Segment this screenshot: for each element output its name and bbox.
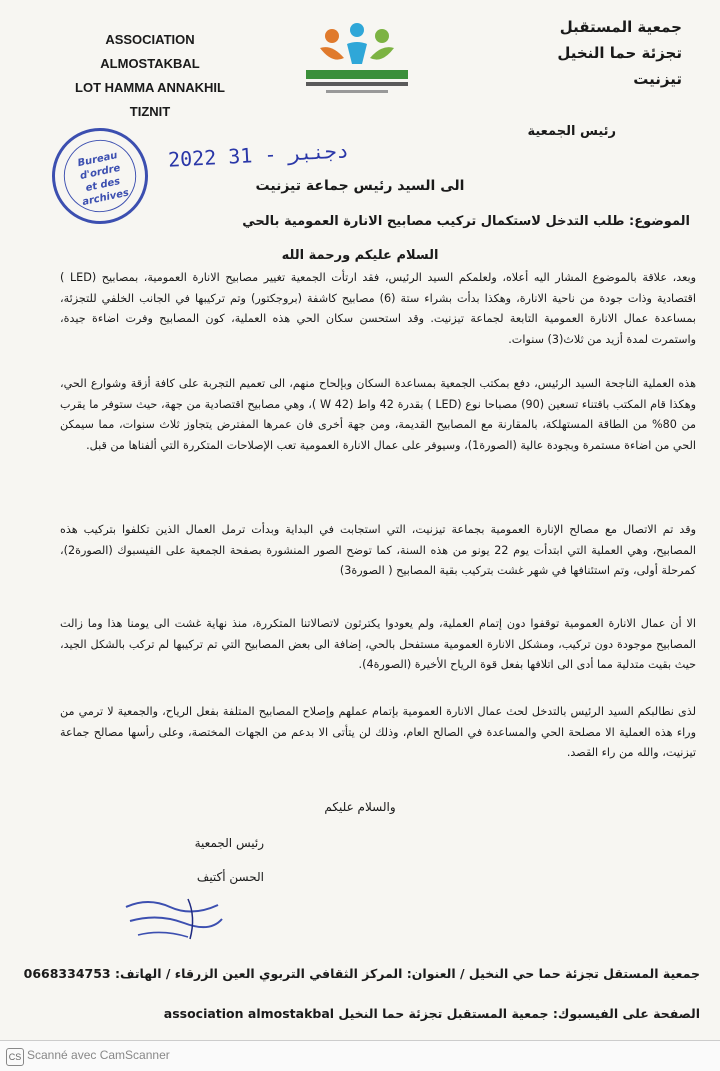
header-left-line: TIZNIT — [129, 104, 171, 119]
header-right-arabic — [482, 14, 682, 92]
letter-paragraph: لذى نطالبكم السيد الرئيس بالتدخل لحث عمال الانارة العمومية بإتمام عملهم وإصلاح المصابيح المتلفة بفعل الرياح، والجمعية لا ترمي من وراء هذه العملية الا مصلحة الحي والمساعدة في الصالح العام، وذلك لن يتأتى الا بدعم من الجهات المختصة، وعلى رأسها مصالح جماعة تيزنيت، والله من راء القصد. — [60, 705, 696, 759]
header-left-french — [60, 28, 240, 124]
header-right-line: تيزنيت — [633, 70, 682, 88]
footer-address-line: جمعية المستقل تجزئة حما حي النخيل / العنوان: المركز الثقافي التربوي العين الزرقاء / الهاتف: 0668334753 — [23, 966, 700, 981]
letter-subject: الموضوع: طلب التدخل لاستكمال تركيب مصابيح الانارة العمومية بالحي — [242, 214, 690, 229]
handwritten-date: 2022 دجنبر - 31 — [167, 138, 350, 172]
letter-from: رئيس الجمعية — [527, 124, 616, 139]
header-left-line: ASSOCIATION — [105, 32, 195, 47]
association-logo — [292, 18, 422, 104]
letter-paragraph: هذه العملية الناجحة السيد الرئيس، دفع بمكتب الجمعية بمساعدة السكان وبإلحاح منهم، الى تعميم التجربة على كافة أزقة وشوارع الحي، وهكذا قام المكتب باقتناء تسعين (90) مصباحا نوع (LED ) بقدرة 42 واط (W 42 )، وهي مصابيح اقتصادية من جهة، حيث ستوفر ما يقرب من 80% من الطاقة المستهلكة، بالمقارنة مع المصابيح القديمة، ومن جهة أخرى فان عمرها المفترض يتجاوز ثلاث سنوات، مما سيمكن الحي من اضاءة مستمرة وبجودة عالية (الصورة1)، وسيوفر على عمال الانارة العمومية تعب الإصلاحات المتكررة التي ألفناها من قبل. — [60, 377, 696, 452]
letter-paragraph: وقد تم الاتصال مع مصالح الإنارة العمومية بجماعة تيزنيت، التي استجابت في البداية وبدأت ترمل العمال الذين تكلفوا بتركيب هذه المصابيح، وهي العملية التي ابتدأت يوم 22 يونو من هذه السنة، كما توضح الصور المنشورة بصفحة الجمعية على الفيسبوك (الصورة2)، كمرحلة أولى، وتم استئنافها في شهر غشت بتركيب بقية المصابيح ( الصورة3) — [60, 523, 696, 577]
header-right-line: تجزئة حما النخيل — [557, 44, 682, 62]
camscanner-icon: CS — [6, 1048, 24, 1066]
signature-title: رئيس الجمعية — [194, 836, 264, 850]
letter-closing: والسلام عليكم — [324, 800, 396, 814]
camscanner-text: Scanné avec CamScanner — [27, 1048, 170, 1062]
header-left-line: LOT HAMMA ANNAKHIL — [75, 80, 225, 95]
footer-facebook-line: الصفحة على الفيسبوك: جمعية المستقبل تجزئة حما النخيل association almostakbal — [163, 1006, 700, 1021]
stamp-center-text: Bureau d'ordre et des archives — [76, 150, 130, 209]
header-right-line: جمعية المستقبل — [559, 18, 682, 36]
signature-stamp — [118, 893, 228, 945]
letter-paragraph: وبعد، علاقة بالموضوع المشار اليه أعلاه، ولعلمكم السيد الرئيس، فقد ارتأت الجمعية تغيير مصابيح الانارة العمومية، بمصابيح (LED ) اقتصادية وذات جودة من ناحية الانارة، وهكذا بدأت بشراء ستة (6) مصابيح كاشفة (بروجكتور) وتم تركيبها في الجانب الخلفي للتجزئة، بمساعدة عمال الانارة العمومية التابعة لجماعة تيزنيت. وقد استحسن سكان الحي هذه العملية، كون المصابيح وفرت اضاءة جيدة، واستمرت لمدة أزيد من ثلاث(3) سنوات. — [60, 271, 697, 346]
letter-recipient: الى السيد رئيس جماعة تيزنيت — [255, 178, 465, 194]
header-left-line: ALMOSTAKBAL — [100, 56, 200, 71]
letter-paragraph: الا أن عمال الانارة العمومية توقفوا دون إتمام العملية، ولم يعودوا يكترثون لاتصالاتنا المتكررة، منذ نهاية غشت الى يومنا هذا وما زالت المصابيح موجودة دون تركيب، ومشكل الانارة العمومية مستفحل بالحي، إضافة الى بعض المصابيح التي تم تركيبها لم تركب بالشكل الجيد، حيث بقيت متدلية مما أدى الى اتلافها بفعل قوة الرياح الأخيرة (الصورة4). — [60, 617, 696, 671]
signature-name: الحسن أكتيف — [196, 870, 264, 884]
letter-greeting: السلام عليكم ورحمة الله — [281, 248, 439, 263]
camscanner-watermark-bar — [0, 1040, 720, 1071]
